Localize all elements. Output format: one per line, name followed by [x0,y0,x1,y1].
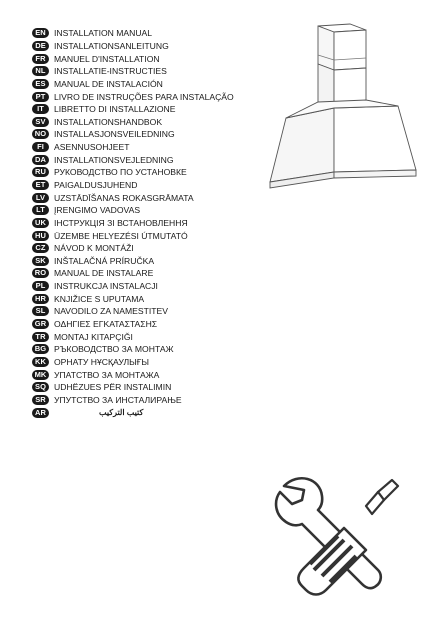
language-item-fi [32,141,234,154]
manual-title: UDHËZUES PËR INSTALIMIN [54,382,172,393]
language-code-badge: PT [32,92,49,102]
manual-title: INSTRUKCJA INSTALACJI [54,281,158,292]
language-item-pl [32,280,234,293]
language-item-es [32,78,234,91]
language-code-badge: SV [32,117,49,127]
language-code-badge: PL [32,281,49,291]
language-code-badge: LV [32,193,49,203]
language-code-badge: SR [32,395,49,405]
language-item-nl [32,65,234,78]
language-item-gr [32,318,234,331]
language-code-badge: FR [32,54,49,64]
language-code-badge: ES [32,79,49,89]
language-code-badge: RO [32,268,49,278]
manual-title: MONTAJ KITAPÇIĞI [54,331,133,342]
language-code-badge: DA [32,155,49,165]
language-code-badge: MK [32,370,49,380]
language-code-badge: KK [32,357,49,367]
language-code-badge: SQ [32,382,49,392]
language-item-mk [32,368,234,381]
language-code-badge: ET [32,180,49,190]
language-item-no [32,128,234,141]
manual-title: УПАТСТВО ЗА МОНТАЖА [54,369,160,380]
language-code-badge: TR [32,332,49,342]
manual-title: UZSTĀDĪŠANAS ROKASGRĀMATA [54,192,194,203]
manual-title: INSTALLASJONSVEILEDNING [54,129,175,140]
language-code-badge: IT [32,104,49,114]
language-code-badge: EN [32,28,49,38]
language-code-badge: SK [32,256,49,266]
language-item-lt [32,204,234,217]
language-code-badge: UK [32,218,49,228]
manual-title: LIBRETTO DI INSTALLAZIONE [54,104,176,115]
manual-title: ÜZEMBE HELYEZÉSI ÚTMUTATÓ [54,230,188,241]
manual-title: NÁVOD K MONTÁŽI [54,243,134,254]
language-item-it [32,103,234,116]
language-code-badge: CZ [32,243,49,253]
language-code-badge: DE [32,41,49,51]
language-code-badge: GR [32,319,49,329]
manual-title: LIVRO DE INSTRUÇÕES PARA INSTALAÇÃO [54,91,234,102]
manual-title: PAIGALDUSJUHEND [54,180,138,190]
manual-title: INSTALLATIONSVEJLEDNING [54,154,174,165]
wrench-screwdriver-icon [270,470,410,600]
manual-title: ОРНАТУ НҰСҚАУЛЫҒЫ [54,356,150,367]
manual-title: ΟΔΗΓΙΕΣ ΕΓΚΑΤΑΣΤΑΣΗΣ [54,319,158,330]
language-item-pt [32,90,234,103]
language-item-ar [32,406,234,419]
language-item-ru [32,166,234,179]
manual-title: كتيب التركيب [99,407,144,417]
manual-title: MANUAL DE INSTALACIÓN [54,78,163,89]
language-code-badge: SL [32,306,49,316]
language-list [32,27,234,419]
language-item-ro [32,267,234,280]
manual-title: KNJIŽICE S UPUTAMA [54,293,145,304]
language-code-badge: FI [32,142,49,152]
manual-title: INSTALLATIONSANLEITUNG [54,40,169,51]
language-code-badge: RU [32,167,49,177]
language-code-badge: AR [32,408,49,418]
language-item-kk [32,356,234,369]
language-item-sv [32,115,234,128]
manual-title: INSTALLATION MANUAL [54,28,153,39]
language-item-sq [32,381,234,394]
manual-title: NAVODILO ZA NAMESTITEV [54,306,168,317]
range-hood-icon [250,22,430,207]
manual-title: ASENNUSOHJEET [54,142,130,153]
language-code-badge: NO [32,129,49,139]
manual-title: ІНСТРУКЦІЯ ЗІ ВСТАНОВЛЕННЯ [54,217,188,228]
language-item-hu [32,229,234,242]
language-item-tr [32,330,234,343]
language-item-hr [32,292,234,305]
manual-title: РУКОВОДСТВО ПО УСТАНОВКЕ [54,167,187,178]
language-item-uk [32,217,234,230]
manual-title: MANUAL DE INSTALARE [54,268,154,279]
manual-title: УПУТСТВО ЗА ИНСТАЛИРАЊЕ [54,394,182,405]
manual-title: РЪКОВОДСТВО ЗА МОНТАЖ [54,344,174,355]
language-item-en [32,27,234,40]
language-item-fr [32,52,234,65]
manual-title: INSTALLATIONSHANDBOK [54,116,163,127]
language-code-badge: BG [32,344,49,354]
language-item-sk [32,255,234,268]
manual-title: MANUEL D'INSTALLATION [54,53,160,64]
language-item-et [32,179,234,192]
language-item-cz [32,242,234,255]
language-code-badge: NL [32,66,49,76]
manual-title: INSTALLATIE-INSTRUCTIES [54,66,167,77]
language-item-da [32,153,234,166]
language-item-de [32,40,234,53]
language-item-sr [32,394,234,407]
manual-title: INŠTALAČNÁ PRÍRUČKA [54,255,155,266]
language-code-badge: HR [32,294,49,304]
language-item-bg [32,343,234,356]
language-item-sl [32,305,234,318]
manual-title: ĮRENGIMO VADOVAS [54,205,141,216]
language-code-badge: LT [32,205,49,215]
language-item-lv [32,191,234,204]
language-code-badge: HU [32,231,49,241]
